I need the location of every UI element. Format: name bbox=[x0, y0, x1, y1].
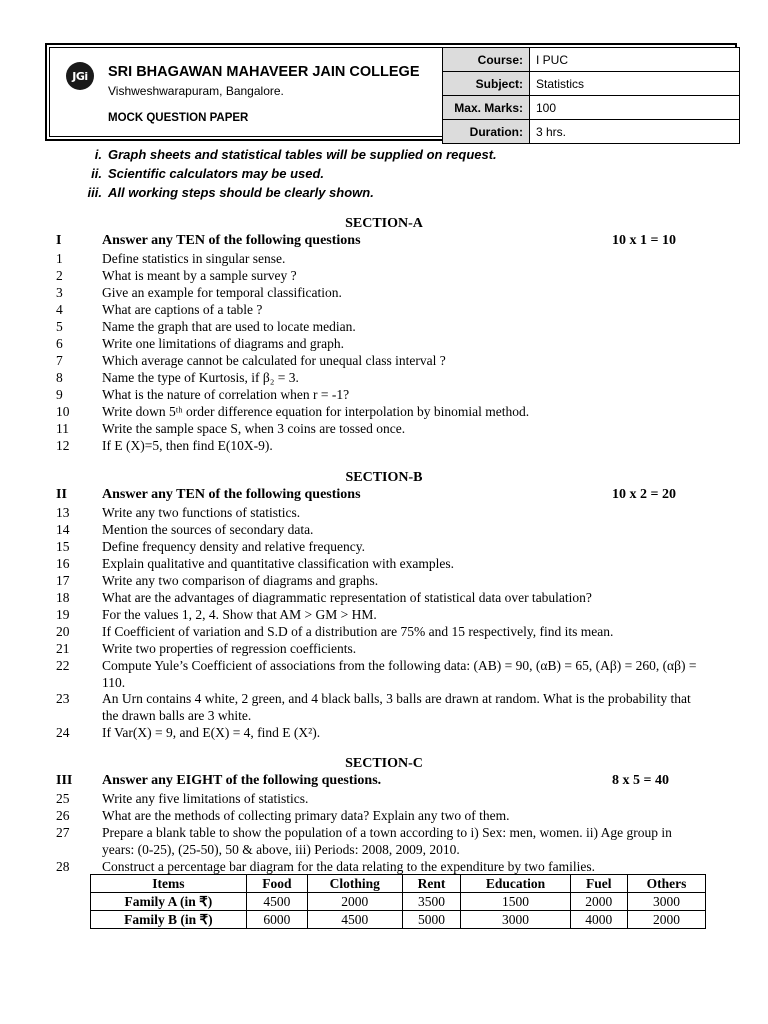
instruction-text: All working steps should be clearly shown. bbox=[108, 185, 374, 200]
question-number: 21 bbox=[56, 641, 70, 656]
table-cell: 2000 bbox=[307, 893, 402, 911]
column-header: Education bbox=[461, 875, 570, 893]
instruction-number: iii. bbox=[87, 185, 102, 200]
question-number: 3 bbox=[56, 285, 63, 300]
question-number: 4 bbox=[56, 302, 63, 317]
row-label: Family A (in ₹) bbox=[91, 893, 247, 911]
question-text: Define frequency density and relative frequency. bbox=[102, 539, 365, 554]
question-number: 16 bbox=[56, 556, 70, 571]
question-text: Name the type of Kurtosis, if β₂ = 3. bbox=[102, 370, 299, 385]
question-text: Which average cannot be calculated for unequal class interval ? bbox=[102, 353, 446, 368]
section-b-title: SECTION-B bbox=[345, 470, 423, 485]
question-number: 8 bbox=[56, 370, 63, 385]
section-instruction: Answer any TEN of the following questions bbox=[102, 233, 361, 248]
question-text: Write two properties of regression coefficients. bbox=[102, 641, 357, 656]
question-number: 15 bbox=[56, 539, 70, 554]
row-label: Family B (in ₹) bbox=[91, 911, 247, 929]
paper-type: MOCK QUESTION PAPER bbox=[108, 112, 249, 124]
question-number: 25 bbox=[56, 791, 70, 806]
question-text: Construct a percentage bar diagram for the data relating to the expenditure by two families. bbox=[102, 859, 595, 874]
table-cell: 5000 bbox=[402, 911, 461, 929]
section-roman-number: I bbox=[56, 233, 62, 248]
column-header: Items bbox=[91, 875, 247, 893]
section-c-header bbox=[56, 773, 696, 790]
question-number: 5 bbox=[56, 319, 63, 334]
question-text: Write any five limitations of statistics. bbox=[102, 791, 309, 806]
question-number: 24 bbox=[56, 725, 70, 740]
table-cell: 4000 bbox=[570, 911, 628, 929]
instruction-text: Scientific calculators may be used. bbox=[108, 166, 325, 181]
question-text: If Var(X) = 9, and E(X) = 4, find E (X²). bbox=[102, 725, 321, 740]
table-header-row bbox=[91, 875, 706, 893]
instruction-number: ii. bbox=[91, 166, 102, 181]
question-number: 17 bbox=[56, 573, 70, 588]
question-number: 9 bbox=[56, 387, 63, 402]
instruction-item bbox=[70, 164, 497, 183]
question-text: Give an example for temporal classification. bbox=[102, 285, 342, 300]
question-number: 19 bbox=[56, 607, 70, 622]
meta-key: Course: bbox=[443, 48, 530, 72]
question-number: 14 bbox=[56, 522, 70, 537]
question-number: 10 bbox=[56, 404, 70, 419]
table-row bbox=[91, 893, 706, 911]
question-text: Write the sample space S, when 3 coins are tossed once. bbox=[102, 421, 406, 436]
table-cell: 3000 bbox=[461, 911, 570, 929]
question-number: 18 bbox=[56, 590, 70, 605]
question-number: 1 bbox=[56, 251, 63, 266]
question-text: If E (X)=5, then find E(10X-9). bbox=[102, 438, 273, 453]
meta-row-subject bbox=[443, 72, 740, 96]
question-text: Name the graph that are used to locate median. bbox=[102, 319, 356, 334]
table-cell: 2000 bbox=[570, 893, 628, 911]
question-text: Mention the sources of secondary data. bbox=[102, 522, 314, 537]
column-header: Food bbox=[246, 875, 307, 893]
column-header: Clothing bbox=[307, 875, 402, 893]
header-box bbox=[45, 43, 737, 141]
expenditure-table bbox=[90, 874, 706, 929]
question-text: If Coefficient of variation and S.D of a distribution are 75% and 15 respectively, find its mean. bbox=[102, 624, 614, 639]
question-number: 11 bbox=[56, 421, 69, 436]
question-number: 28 bbox=[56, 859, 70, 874]
college-name: SRI BHAGAWAN MAHAVEER JAIN COLLEGE bbox=[108, 64, 420, 80]
section-instruction: Answer any TEN of the following questions bbox=[102, 487, 361, 502]
table-cell: 4500 bbox=[246, 893, 307, 911]
question-text: What are the methods of collecting primary data? Explain any two of them. bbox=[102, 808, 510, 823]
question-text: Write any two comparison of diagrams and graphs. bbox=[102, 573, 379, 588]
question-text: What are the advantages of diagrammatic representation of statistical data over tabulation? bbox=[102, 590, 592, 605]
instruction-number: i. bbox=[94, 147, 102, 162]
meta-row-max-marks bbox=[443, 96, 740, 120]
table-row bbox=[91, 911, 706, 929]
meta-value: Statistics bbox=[530, 72, 740, 96]
instruction-item bbox=[70, 183, 497, 202]
table-cell: 4500 bbox=[307, 911, 402, 929]
college-logo-icon: JGi bbox=[66, 62, 94, 90]
column-header: Rent bbox=[402, 875, 461, 893]
meta-value: 100 bbox=[530, 96, 740, 120]
section-a-title: SECTION-A bbox=[345, 216, 423, 231]
section-roman-number: II bbox=[56, 487, 67, 502]
question-text: An Urn contains 4 white, 2 green, and 4 black balls, 3 balls are drawn at random. What is the probability that the drawn balls are 3 white. bbox=[102, 691, 691, 723]
paper-meta-table bbox=[442, 47, 740, 144]
table-cell: 3000 bbox=[628, 893, 706, 911]
section-a-header bbox=[56, 233, 696, 250]
question-text: Compute Yule’s Coefficient of associations from the following data: (AB) = 90, (αB) = 65, (Aβ) = 260, (αβ) = 110. bbox=[102, 658, 697, 690]
question-text: For the values 1, 2, 4. Show that AM > GM > HM. bbox=[102, 607, 377, 622]
table-cell: 2000 bbox=[628, 911, 706, 929]
table-cell: 1500 bbox=[461, 893, 570, 911]
question-text: Define statistics in singular sense. bbox=[102, 251, 286, 266]
question-text: What are captions of a table ? bbox=[102, 302, 263, 317]
column-header: Fuel bbox=[570, 875, 628, 893]
section-marks: 10 x 2 = 20 bbox=[612, 487, 676, 502]
section-marks: 10 x 1 = 10 bbox=[612, 233, 676, 248]
instructions bbox=[70, 145, 497, 202]
question-number: 13 bbox=[56, 505, 70, 520]
instruction-item bbox=[70, 145, 497, 164]
instruction-text: Graph sheets and statistical tables will be supplied on request. bbox=[108, 147, 497, 162]
section-marks: 8 x 5 = 40 bbox=[612, 773, 669, 788]
meta-key: Duration: bbox=[443, 120, 530, 144]
question-number: 2 bbox=[56, 268, 63, 283]
question-text: Write one limitations of diagrams and graph. bbox=[102, 336, 345, 351]
college-place: Vishweshwarapuram, Bangalore. bbox=[108, 84, 284, 98]
question-number: 20 bbox=[56, 624, 70, 639]
meta-row-duration bbox=[443, 120, 740, 144]
table-cell: 3500 bbox=[402, 893, 461, 911]
table-cell: 6000 bbox=[246, 911, 307, 929]
question-number: 6 bbox=[56, 336, 63, 351]
question-number: 22 bbox=[56, 658, 70, 673]
meta-key: Subject: bbox=[443, 72, 530, 96]
section-b-header bbox=[56, 487, 696, 504]
meta-value: 3 hrs. bbox=[530, 120, 740, 144]
question-number: 23 bbox=[56, 691, 70, 706]
question-text: What is meant by a sample survey ? bbox=[102, 268, 297, 283]
question-text: Write down 5ᵗʰ order difference equation for interpolation by binomial method. bbox=[102, 404, 530, 419]
question-text: Prepare a blank table to show the population of a town according to i) Sex: men, women. ii) Age group in years: (0-25), (25-50), 50 & above, iii) Periods: 2008, 2009, 2010. bbox=[102, 825, 672, 857]
header-inner bbox=[49, 47, 733, 137]
question-number: 27 bbox=[56, 825, 70, 840]
section-roman-number: III bbox=[56, 773, 73, 788]
section-instruction: Answer any EIGHT of the following questions. bbox=[102, 773, 382, 788]
column-header: Others bbox=[628, 875, 706, 893]
question-text: What is the nature of correlation when r = -1? bbox=[102, 387, 350, 402]
section-c-title: SECTION-C bbox=[345, 756, 423, 771]
meta-value: I PUC bbox=[530, 48, 740, 72]
question-number: 26 bbox=[56, 808, 70, 823]
question-text: Write any two functions of statistics. bbox=[102, 505, 301, 520]
question-number: 7 bbox=[56, 353, 63, 368]
meta-row-course bbox=[443, 48, 740, 72]
question-number: 12 bbox=[56, 438, 70, 453]
meta-key: Max. Marks: bbox=[443, 96, 530, 120]
question-text: Explain qualitative and quantitative classification with examples. bbox=[102, 556, 455, 571]
